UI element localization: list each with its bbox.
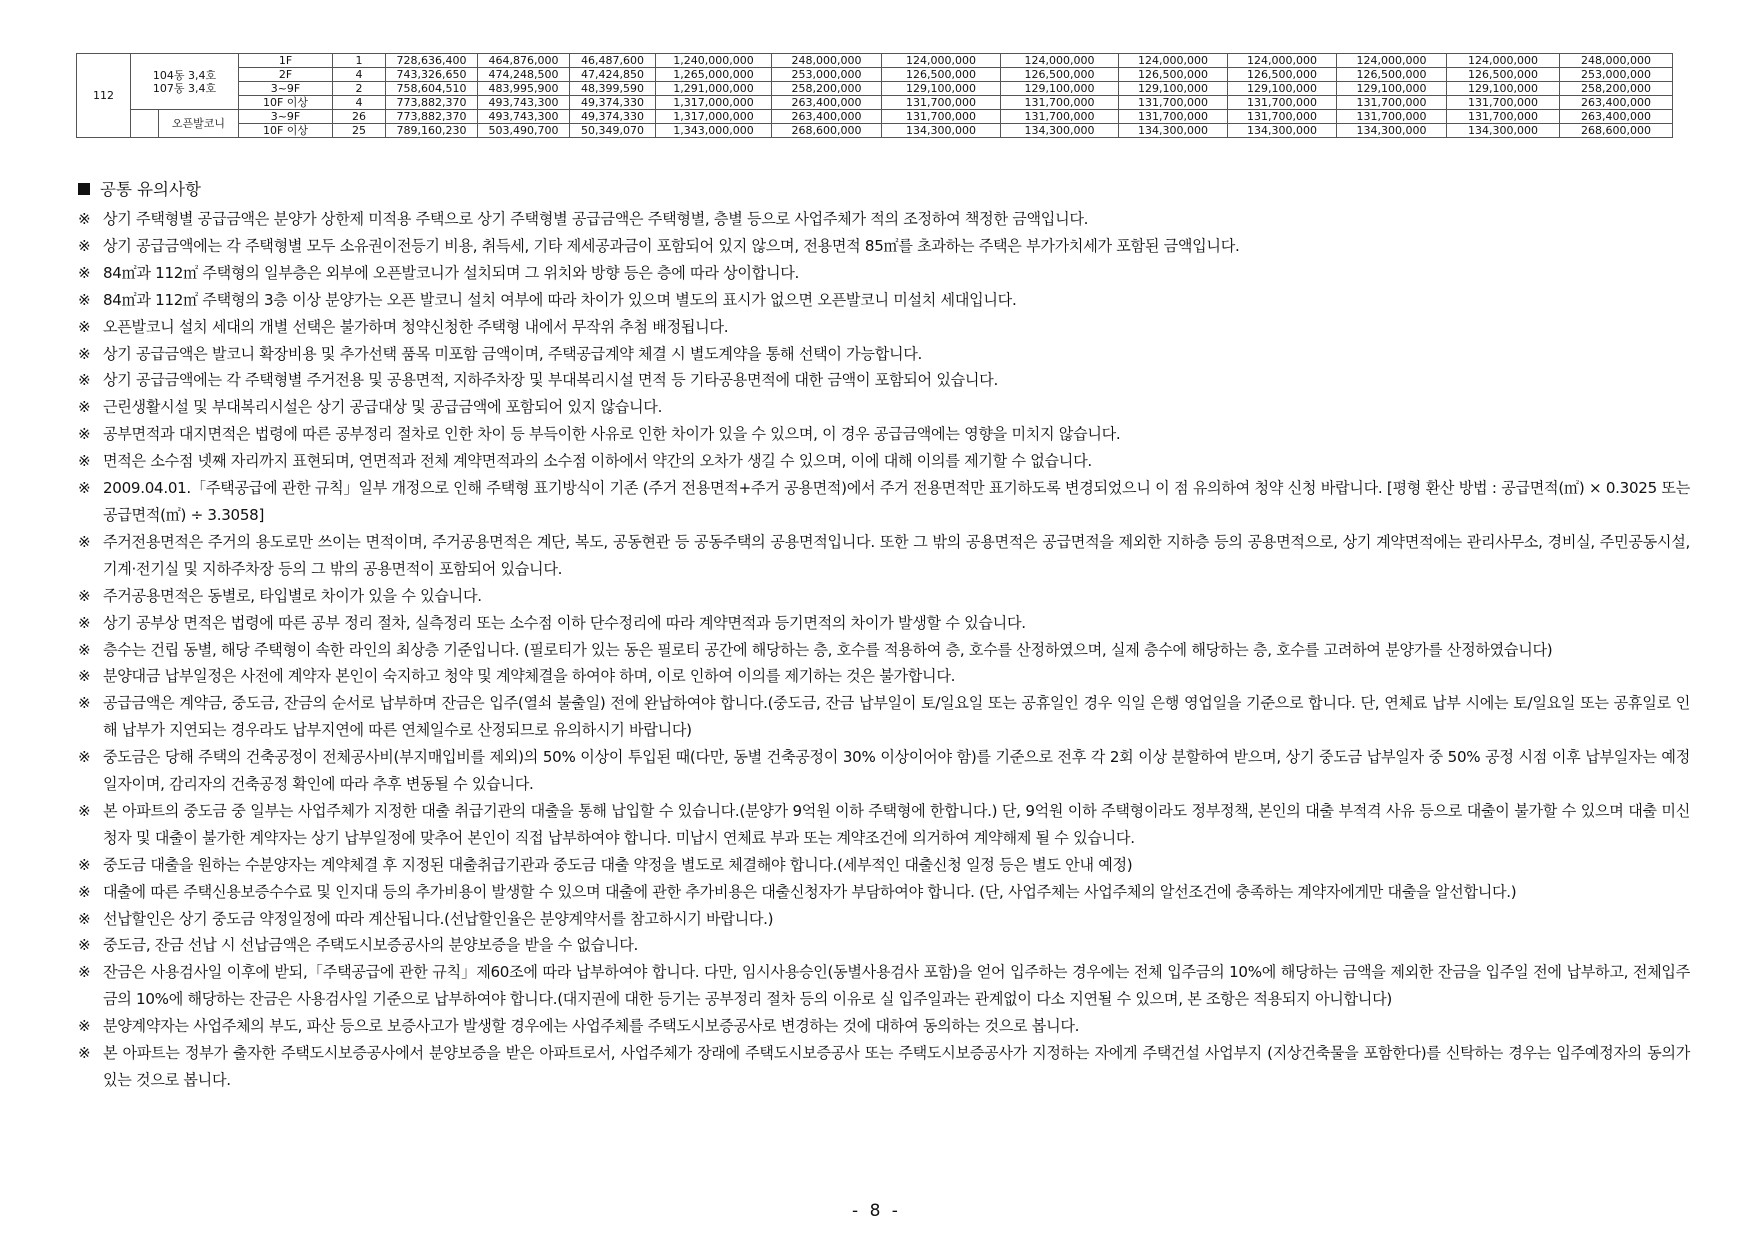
table-row <box>77 54 1673 68</box>
table-cell: 126,500,000 <box>1001 68 1119 82</box>
table-cell: 131,700,000 <box>1447 96 1560 110</box>
table-cell: 268,600,000 <box>1560 124 1673 138</box>
table-cell: 134,300,000 <box>1447 124 1560 138</box>
reference-mark-icon: ※ <box>78 1044 91 1063</box>
table-cell: 129,100,000 <box>1337 82 1447 96</box>
table-cell: 268,600,000 <box>772 124 882 138</box>
note-item <box>78 206 1690 233</box>
note-item <box>78 663 1690 690</box>
table-cell: 1,265,000,000 <box>656 68 772 82</box>
table-cell: 134,300,000 <box>1001 124 1119 138</box>
reference-mark-icon: ※ <box>78 801 91 820</box>
table-cell: 263,400,000 <box>772 96 882 110</box>
blank-cell <box>131 110 159 138</box>
table-row <box>77 96 1673 110</box>
table-cell: 131,700,000 <box>882 96 1001 110</box>
table-cell: 129,100,000 <box>1447 82 1560 96</box>
note-text: 상기 공급금액은 발코니 확장비용 및 추가선택 품목 미포함 금액이며, 주택공급계약 체결 시 별도계약을 통해 선택이 가능합니다. <box>103 344 923 363</box>
note-text: 상기 주택형별 공급금액은 분양가 상한제 미적용 주택으로 상기 주택형별 공급금액은 주택형별, 층별 등으로 사업주체가 적의 조정하여 책정한 금액입니다. <box>103 210 1089 228</box>
table-cell: 134,300,000 <box>882 124 1001 138</box>
table-cell: 48,399,590 <box>570 82 656 96</box>
table-cell: 789,160,230 <box>386 124 478 138</box>
table-cell: 134,300,000 <box>1119 124 1228 138</box>
note-item <box>78 637 1690 664</box>
reference-mark-icon: ※ <box>78 936 91 955</box>
table-cell: 131,700,000 <box>1228 96 1337 110</box>
floor-cell: 2F <box>239 68 333 82</box>
table-cell: 126,500,000 <box>1228 68 1337 82</box>
open-balcony-cell: 오픈발코니 <box>159 110 239 138</box>
note-text: 주거공용면적은 동별로, 타입별로 차이가 있을 수 있습니다. <box>103 586 482 605</box>
reference-mark-icon: ※ <box>78 398 91 417</box>
floor-cell: 10F 이상 <box>239 96 333 110</box>
table-cell: 131,700,000 <box>1001 110 1119 124</box>
note-item <box>78 367 1690 394</box>
table-cell: 131,700,000 <box>1119 96 1228 110</box>
note-item <box>78 610 1690 637</box>
table-cell: 1,317,000,000 <box>656 110 772 124</box>
note-text: 중도금은 당해 주택의 건축공정이 전체공사비(부지매입비를 제외)의 50% 이상이 투입된 때(다만, 동별 건축공정이 30% 이상이어야 함)를 기준으로 전후 각 2회 이상 분할하여 받으며, 상기 중도금 납부일자 중 50% 공정 시점 이후 납부일자는 예정일자이며, 감리자의 건축공정 확인에 따라 추후 변동될 수 있습니다. <box>103 748 1690 794</box>
table-cell: 129,100,000 <box>1119 82 1228 96</box>
note-item <box>78 1040 1690 1094</box>
section-heading-text: 공통 유의사항 <box>100 180 201 199</box>
reference-mark-icon: ※ <box>78 425 91 444</box>
table-cell: 253,000,000 <box>1560 68 1673 82</box>
type-cell: 112 <box>77 54 131 138</box>
note-text: 근린생활시설 및 부대복리시설은 상기 공급대상 및 공급금액에 포함되어 있지 않습니다. <box>103 398 663 417</box>
price-table <box>76 53 1673 138</box>
table-cell: 49,374,330 <box>570 110 656 124</box>
table-cell: 263,400,000 <box>1560 110 1673 124</box>
table-cell: 464,876,000 <box>478 54 570 68</box>
table-cell: 1,317,000,000 <box>656 96 772 110</box>
note-item <box>78 1013 1690 1040</box>
table-cell: 126,500,000 <box>1119 68 1228 82</box>
note-item <box>78 475 1690 529</box>
page-number: - 8 - <box>852 1201 901 1221</box>
table-cell: 1,343,000,000 <box>656 124 772 138</box>
note-text: 공급금액은 계약금, 중도금, 잔금의 순서로 납부하며 잔금은 입주(열쇠 불출일) 전에 완납하여야 합니다.(중도금, 잔금 납부일이 토/일요일 또는 공휴일인 경우 익일 은행 영업일을 기준으로 합니다. 단, 연체료 납부 시에는 토/일요일 또는 공휴일로 인해 납부가 지연되는 경우라도 납부지연에 따른 연체일수로 산정되므로 유의하시기 바랍니다) <box>103 694 1690 740</box>
table-cell: 126,500,000 <box>882 68 1001 82</box>
reference-mark-icon: ※ <box>78 855 91 874</box>
floor-cell: 10F 이상 <box>239 124 333 138</box>
note-text: 본 아파트의 중도금 중 일부는 사업주체가 지정한 대출 취급기관의 대출을 통해 납입할 수 있습니다.(분양가 9억원 이하 주택형에 한합니다.) 단, 9억원 이하 주택형이라도 정부정책, 본인의 대출 부적격 사유 등으로 대출이 불가할 수 있으며 대출 미신청자 및 대출이 불가한 계약자는 상기 납부일정에 맞추어 본인이 직접 납부하여야 합니다. 미납시 연체료 부과 또는 계약조건에 의거하여 계약해제 될 수 있습니다. <box>103 801 1690 847</box>
reference-mark-icon: ※ <box>78 748 91 767</box>
reference-mark-icon: ※ <box>78 963 91 982</box>
table-cell: 50,349,070 <box>570 124 656 138</box>
note-text: 분양대금 납부일정은 사전에 계약자 본인이 숙지하고 청약 및 계약체결을 하여야 하며, 이로 인하여 이의를 제기하는 것은 불가합니다. <box>103 667 956 686</box>
note-item <box>78 394 1690 421</box>
note-text: 중도금, 잔금 선납 시 선납금액은 주택도시보증공사의 분양보증을 받을 수 없습니다. <box>103 936 639 955</box>
note-text: 층수는 건립 동별, 해당 주택형이 속한 라인의 최상층 기준입니다. (필로티가 있는 동은 필로티 공간에 해당하는 층, 호수를 적용하여 층, 호수를 산정하였으며, 실제 층수에 해당하는 층, 호수를 고려하여 분양가를 산정하였습니다) <box>103 640 1553 659</box>
note-text: 분양계약자는 사업주체의 부도, 파산 등으로 보증사고가 발생할 경우에는 사업주체를 주택도시보증공사로 변경하는 것에 대하여 동의하는 것으로 봅니다. <box>103 1017 1080 1036</box>
note-item <box>78 879 1690 906</box>
table-cell: 248,000,000 <box>1560 54 1673 68</box>
table-cell: 47,424,850 <box>570 68 656 82</box>
table-cell: 728,636,400 <box>386 54 478 68</box>
table-cell: 129,100,000 <box>882 82 1001 96</box>
table-cell: 126,500,000 <box>1337 68 1447 82</box>
note-text: 잔금은 사용검사일 이후에 받되,「주택공급에 관한 규칙」제60조에 따라 납부하여야 합니다. 다만, 임시사용승인(동별사용검사 포함)을 얻어 입주하는 경우에는 전체 입주금의 10%에 해당하는 금액을 제외한 잔금을 입주일 전에 납부하고, 전체입주금의 10%에 해당하는 잔금은 사용검사일 기준으로 납부하여야 합니다.(대지권에 대한 등기는 공부정리 절차 등의 이유로 실 입주일과는 관계없이 다소 지연될 수 있으며, 본 조항은 적용되지 아니합니다) <box>103 963 1690 1009</box>
table-row <box>77 124 1673 138</box>
reference-mark-icon: ※ <box>78 1017 91 1036</box>
note-item <box>78 583 1690 610</box>
note-item <box>78 798 1690 852</box>
note-item <box>78 744 1690 798</box>
note-text: 상기 공급금액에는 각 주택형별 모두 소유권이전등기 비용, 취득세, 기타 제세공과금이 포함되어 있지 않으며, 전용면적 85㎡를 초과하는 주택은 부가가치세가 포함된 금액입니다. <box>103 236 1240 255</box>
note-text: 상기 공부상 면적은 법령에 따른 공부 정리 절차, 실측정리 또는 소수점 이하 단수정리에 따라 계약면적과 등기면적의 차이가 발생할 수 있습니다. <box>103 613 1026 632</box>
table-cell: 1,240,000,000 <box>656 54 772 68</box>
count-cell: 25 <box>333 124 386 138</box>
reference-mark-icon: ※ <box>78 532 91 551</box>
reference-mark-icon: ※ <box>78 344 91 363</box>
note-text: 84㎡과 112㎡ 주택형의 3층 이상 분양가는 오픈 발코니 설치 여부에 따라 차이가 있으며 별도의 표시가 없으면 오픈발코니 미설치 세대입니다. <box>103 290 1017 309</box>
table-cell: 129,100,000 <box>1001 82 1119 96</box>
table-cell: 773,882,370 <box>386 96 478 110</box>
group-cell <box>131 54 239 110</box>
count-cell: 1 <box>333 54 386 68</box>
table-cell: 483,995,900 <box>478 82 570 96</box>
note-text: 공부면적과 대지면적은 법령에 따른 공부정리 절차로 인한 차이 등 부득이한 사유로 인한 차이가 있을 수 있으며, 이 경우 공급금액에는 영향을 미치지 않습니다. <box>103 425 1121 444</box>
note-text: 대출에 따른 주택신용보증수수료 및 인지대 등의 추가비용이 발생할 수 있으며 대출에 관한 추가비용은 대출신청자가 부담하여야 합니다. (단, 사업주체는 사업주체의 알선조건에 충족하는 계약자에게만 대출을 알선합니다.) <box>103 882 1517 901</box>
note-item <box>78 260 1690 287</box>
note-text: 상기 공급금액에는 각 주택형별 주거전용 및 공용면적, 지하주차장 및 부대복리시설 면적 등 기타공용면적에 대한 금액이 포함되어 있습니다. <box>103 371 998 390</box>
reference-mark-icon: ※ <box>78 452 91 471</box>
square-bullet-icon <box>78 183 90 195</box>
note-text: 중도금 대출을 원하는 수분양자는 계약체결 후 지정된 대출취급기관과 중도금 대출 약정을 별도로 체결해야 합니다.(세부적인 대출신청 일정 등은 별도 안내 예정) <box>103 855 1133 874</box>
note-item <box>78 421 1690 448</box>
reference-mark-icon: ※ <box>78 290 91 309</box>
table-cell: 743,326,650 <box>386 68 478 82</box>
reference-mark-icon: ※ <box>78 640 91 659</box>
table-cell: 131,700,000 <box>1228 110 1337 124</box>
table-row <box>77 68 1673 82</box>
count-cell: 4 <box>333 96 386 110</box>
price-table-body <box>77 54 1673 138</box>
table-cell: 493,743,300 <box>478 96 570 110</box>
note-text: 2009.04.01.「주택공급에 관한 규칙」일부 개정으로 인해 주택형 표기방식이 기존 (주거 전용면적+주거 공용면적)에서 주거 전용면적만 표기하도록 변경되었으니 이 점 유의하여 청약 신청 바랍니다. [평형 환산 방법 : 공급면적(㎡) × 0.3025 또는 공급면적(㎡) ÷ 3.3058] <box>103 479 1690 524</box>
table-cell: 263,400,000 <box>772 110 882 124</box>
table-cell: 129,100,000 <box>1228 82 1337 96</box>
note-text: 주거전용면적은 주거의 용도로만 쓰이는 면적이며, 주거공용면적은 계단, 복도, 공동현관 등 공동주택의 공용면적입니다. 또한 그 밖의 공용면적은 공급면적을 제외한 지하층 등의 공용면적으로, 상기 계약면적에는 관리사무소, 경비실, 주민공동시설, 기계·전기실 및 지하주차장 등의 그 밖의 공용면적이 포함되어 있습니다. <box>103 532 1690 578</box>
floor-cell: 3~9F <box>239 110 333 124</box>
floor-cell: 3~9F <box>239 82 333 96</box>
table-row <box>77 110 1673 124</box>
note-item <box>78 448 1690 475</box>
note-item <box>78 314 1690 341</box>
table-cell: 253,000,000 <box>772 68 882 82</box>
table-cell: 124,000,000 <box>1337 54 1447 68</box>
table-row <box>77 82 1673 96</box>
table-cell: 49,374,330 <box>570 96 656 110</box>
reference-mark-icon: ※ <box>78 371 91 390</box>
table-cell: 1,291,000,000 <box>656 82 772 96</box>
reference-mark-icon: ※ <box>78 909 91 928</box>
reference-mark-icon: ※ <box>78 613 91 632</box>
table-cell: 124,000,000 <box>882 54 1001 68</box>
table-cell: 131,700,000 <box>882 110 1001 124</box>
note-item <box>78 233 1690 260</box>
table-cell: 131,700,000 <box>1119 110 1228 124</box>
note-item <box>78 932 1690 959</box>
note-item <box>78 852 1690 879</box>
note-item <box>78 341 1690 368</box>
reference-mark-icon: ※ <box>78 667 91 686</box>
table-cell: 493,743,300 <box>478 110 570 124</box>
table-cell: 258,200,000 <box>772 82 882 96</box>
table-cell: 503,490,700 <box>478 124 570 138</box>
reference-mark-icon: ※ <box>78 236 91 255</box>
table-cell: 131,700,000 <box>1447 110 1560 124</box>
table-cell: 131,700,000 <box>1001 96 1119 110</box>
floor-cell: 1F <box>239 54 333 68</box>
table-cell: 131,700,000 <box>1337 110 1447 124</box>
table-cell: 46,487,600 <box>570 54 656 68</box>
table-cell: 773,882,370 <box>386 110 478 124</box>
note-text: 본 아파트는 정부가 출자한 주택도시보증공사에서 분양보증을 받은 아파트로서, 사업주체가 장래에 주택도시보증공사 또는 주택도시보증공사가 지정하는 자에게 주택건설 사업부지 (지상건축물을 포함한다)를 신탁하는 경우는 입주예정자의 동의가 있는 것으로 봅니다. <box>103 1044 1690 1089</box>
table-cell: 124,000,000 <box>1119 54 1228 68</box>
reference-mark-icon: ※ <box>78 479 91 498</box>
table-cell: 263,400,000 <box>1560 96 1673 110</box>
table-cell: 124,000,000 <box>1228 54 1337 68</box>
reference-mark-icon: ※ <box>78 263 91 282</box>
note-text: 오픈발코니 설치 세대의 개별 선택은 불가하며 청약신청한 주택형 내에서 무작위 추첨 배정됩니다. <box>103 317 729 336</box>
table-cell: 248,000,000 <box>772 54 882 68</box>
table-cell: 134,300,000 <box>1228 124 1337 138</box>
table-cell: 131,700,000 <box>1337 96 1447 110</box>
note-text: 선납할인은 상기 중도금 약정일정에 따라 계산됩니다.(선납할인율은 분양계약서를 참고하시기 바랍니다.) <box>103 909 774 928</box>
count-cell: 2 <box>333 82 386 96</box>
section-heading <box>78 180 201 200</box>
notes-list <box>78 206 1690 1094</box>
note-item <box>78 906 1690 933</box>
table-cell: 124,000,000 <box>1001 54 1119 68</box>
count-cell: 4 <box>333 68 386 82</box>
reference-mark-icon: ※ <box>78 586 91 605</box>
reference-mark-icon: ※ <box>78 882 91 901</box>
count-cell: 26 <box>333 110 386 124</box>
reference-mark-icon: ※ <box>78 317 91 336</box>
table-cell: 124,000,000 <box>1447 54 1560 68</box>
table-cell: 758,604,510 <box>386 82 478 96</box>
note-text: 면적은 소수점 넷째 자리까지 표현되며, 연면적과 전체 계약면적과의 소수점 이하에서 약간의 오차가 생길 수 있으며, 이에 대해 이의를 제기할 수 없습니다. <box>103 452 1092 471</box>
group-label: 104동 3,4호 107동 3,4호 <box>152 68 217 95</box>
reference-mark-icon: ※ <box>78 694 91 713</box>
table-cell: 258,200,000 <box>1560 82 1673 96</box>
table-cell: 134,300,000 <box>1337 124 1447 138</box>
note-item <box>78 690 1690 744</box>
note-item <box>78 287 1690 314</box>
note-item <box>78 529 1690 583</box>
note-text: 84㎡과 112㎡ 주택형의 일부층은 외부에 오픈발코니가 설치되며 그 위치와 방향 등은 층에 따라 상이합니다. <box>103 263 800 282</box>
table-cell: 474,248,500 <box>478 68 570 82</box>
note-item <box>78 959 1690 1013</box>
reference-mark-icon: ※ <box>78 210 91 228</box>
table-cell: 126,500,000 <box>1447 68 1560 82</box>
